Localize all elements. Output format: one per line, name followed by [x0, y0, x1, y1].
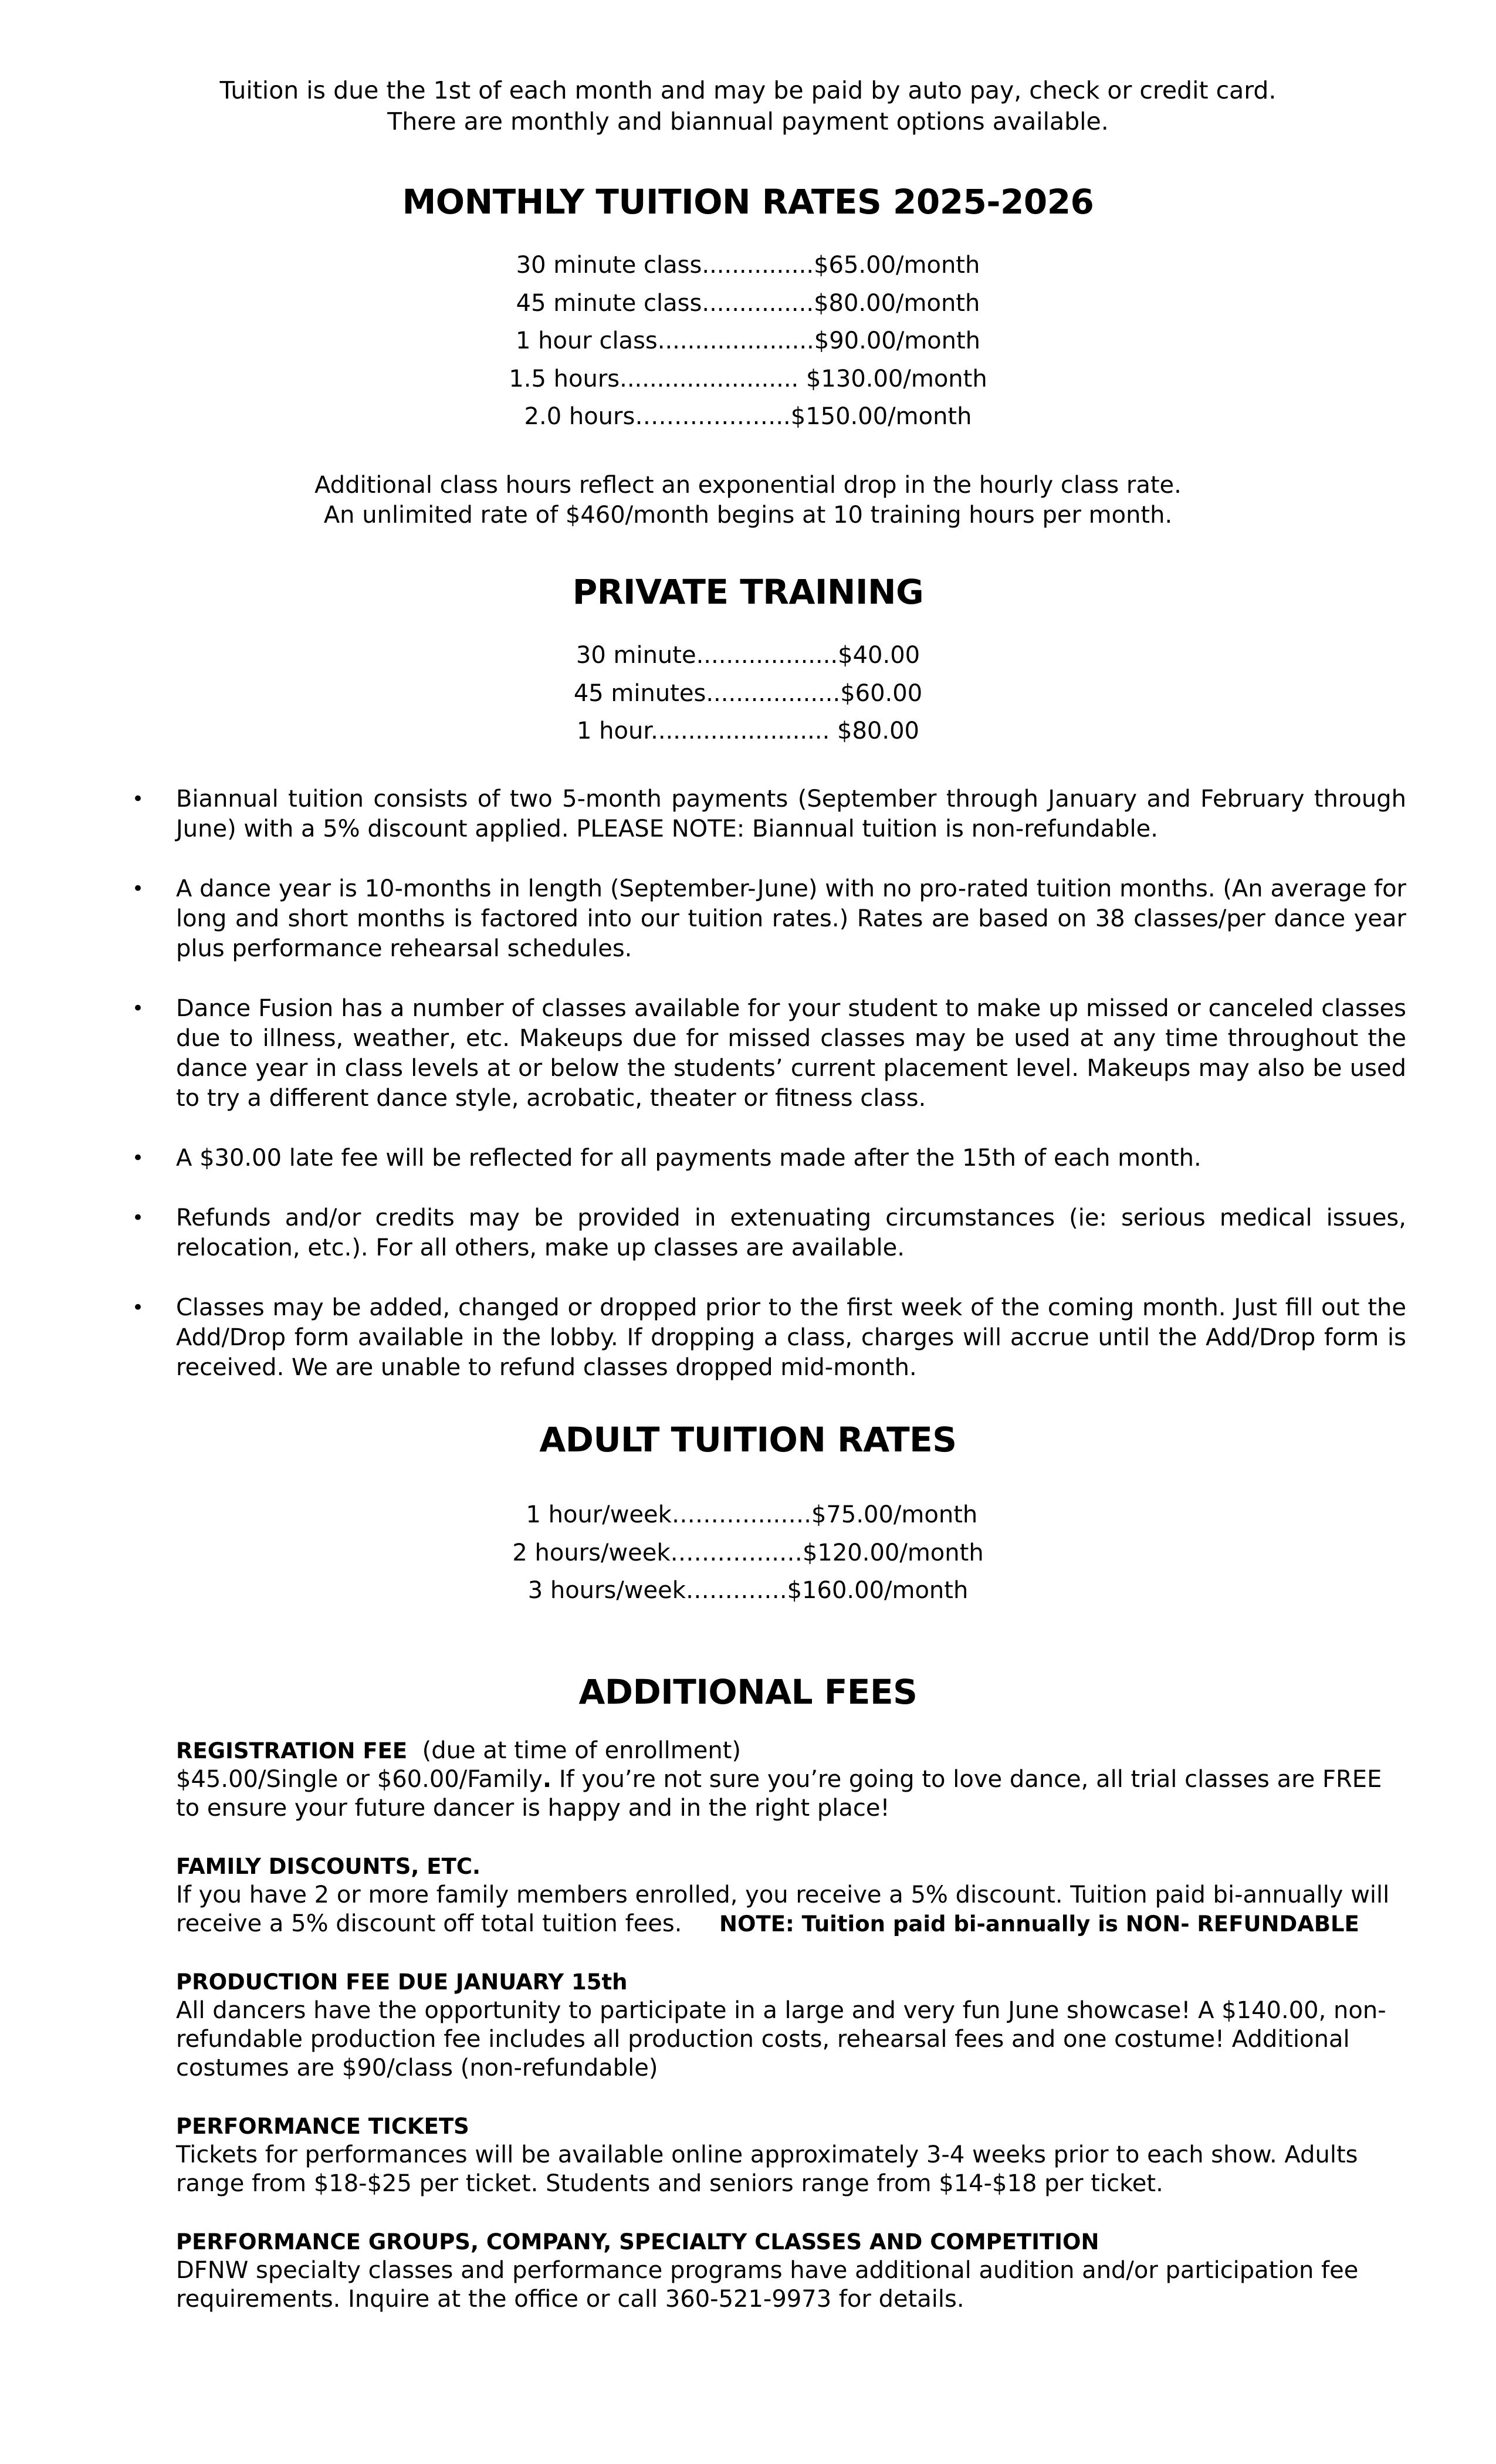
performance-tickets-title: PERFORMANCE TICKETS	[176, 2114, 469, 2139]
additional-fees-heading: ADDITIONAL FEES	[578, 1672, 918, 1712]
private-rate-row: 45 minutes..................$60.00	[573, 679, 923, 707]
note-line-2: An unlimited rate of $460/month begins at 10 training hours per month.	[323, 502, 1173, 529]
bullet-text: Biannual tuition consists of two 5-month payments (September through January and February through June) with a 5% discount applied. PLEASE NOTE: Biannual tuition is non-refundable.	[176, 786, 1406, 842]
bullet-text: A $30.00 late fee will be reflected for all payments made after the 15th of each month.	[176, 1145, 1201, 1172]
family-discounts-note: NOTE: Tuition paid bi-annually is NON- REFUNDABLE	[719, 1911, 1359, 1937]
bullet-dot: •	[132, 787, 144, 811]
adult-rate-row: 3 hours/week………….$160.00/month	[527, 1577, 969, 1604]
production-fee-text: All dancers have the opportunity to participate in a large and very fun June showcase! A $140.00, non-refundable production fee includes all production costs, rehearsal fees and one costume! Additional costumes are $90/class (non-refundable)	[176, 1997, 1386, 2081]
bullet-dot: •	[132, 1206, 144, 1230]
monthly-rate-row: 1.5 hours........................ $130.00/month	[509, 365, 987, 392]
policy-bullet	[132, 1143, 1406, 1173]
bullet-dot: •	[132, 997, 144, 1020]
performance-tickets-text: Tickets for performances will be available online approximately 3-4 weeks prior to each show. Adults range from $18-$25 per ticket. Students and seniors range from $14-$18 per ticket.	[176, 2141, 1358, 2197]
performance-groups-title: PERFORMANCE GROUPS, COMPANY, SPECIALTY CLASSES AND COMPETITION	[176, 2229, 1099, 2255]
production-fee	[176, 1968, 1408, 2083]
adult-rate-row: 1 hour/week…………..….$75.00/month	[518, 1501, 978, 1528]
policy-bullet	[132, 994, 1406, 1113]
policy-bullet	[132, 1293, 1406, 1383]
adult-rates-list	[0, 1496, 1496, 1610]
private-rate-row: 30 minute...................$40.00	[576, 642, 920, 669]
family-discounts-title: FAMILY DISCOUNTS, ETC.	[176, 1854, 481, 1879]
performance-tickets	[176, 2112, 1408, 2198]
bullet-dot: •	[132, 1296, 144, 1319]
registration-fee-subtitle: (due at time of enrollment)	[422, 1737, 742, 1764]
policy-bullet	[132, 874, 1406, 964]
intro-line-1: Tuition is due the 1st of each month and may be paid by auto pay, check or credit card.	[219, 76, 1277, 104]
bullet-dot: •	[132, 1146, 144, 1170]
performance-groups-text: DFNW specialty classes and performance programs have additional audition and/or participation fee requirements. Inquire at the office or call 360-521-9973 for details.	[176, 2257, 1359, 2313]
monthly-rate-row: 30 minute class...............$65.00/month	[516, 252, 980, 279]
bullet-text: Dance Fusion has a number of classes available for your student to make up missed or canceled classes due to illness, weather, etc. Makeups due for missed classes may be used at any time throughout the dance year in class levels at or below the students’ current placement level. Makeups may also be used to try a different dance style, acrobatic, theater or fitness class.	[176, 995, 1406, 1112]
registration-fee-amount: $45.00/Single or $60.00/Family	[176, 1766, 543, 1793]
bullet-dot: •	[132, 877, 144, 901]
intro-line-2: There are monthly and biannual payment options available.	[387, 107, 1109, 136]
family-discounts	[176, 1852, 1408, 1938]
private-rate-row: 1 hour........................ $80.00	[577, 717, 919, 744]
registration-fee-text: If you’re not sure you’re going to love dance, all trial classes are FREE to ensure your future dancer is happy and in the right place!	[176, 1766, 1382, 1822]
registration-fee	[176, 1737, 1408, 1823]
monthly-rates-note	[117, 471, 1379, 530]
bullet-text: A dance year is 10-months in length (September-June) with no pro-rated tuition months. (An average for long and short months is factored into our tuition rates.) Rates are based on 38 classes/per dance year plus performance rehearsal schedules.	[176, 875, 1406, 962]
policy-bullets	[0, 784, 1496, 1413]
bullet-text: Refunds and/or credits may be provided in extenuating circumstances (ie: serious medical issues, relocation, etc.). For all others, make up classes are available.	[176, 1204, 1406, 1261]
monthly-rates-list	[0, 246, 1496, 436]
family-discounts-text: If you have 2 or more family members enrolled, you receive a 5% discount. Tuition paid bi-annually will receive a 5% discount off total tuition fees.	[176, 1881, 1390, 1937]
private-training-heading: PRIVATE TRAINING	[572, 572, 924, 612]
private-rates-list	[0, 637, 1496, 750]
adult-rates-heading: ADULT TUITION RATES	[539, 1420, 957, 1460]
policy-bullet	[132, 784, 1406, 844]
monthly-rate-row: 1 hour class.....................$90.00/month	[515, 327, 981, 354]
monthly-rate-row: 45 minute class...............$80.00/month	[516, 289, 980, 317]
policy-bullet	[132, 1203, 1406, 1263]
note-line-1: Additional class hours reflect an exponential drop in the hourly class rate.	[314, 472, 1182, 499]
performance-groups	[176, 2228, 1408, 2314]
production-fee-title: PRODUCTION FEE DUE JANUARY 15th	[176, 1969, 628, 1995]
monthly-rate-row: 2.0 hours………………..$150.00/month	[524, 403, 972, 430]
registration-fee-title: REGISTRATION FEE	[176, 1738, 408, 1764]
additional-fees-section	[176, 1737, 1408, 2343]
registration-fee-period: .	[542, 1766, 552, 1793]
bullet-text: Classes may be added, changed or dropped prior to the first week of the coming month. Just fill out the Add/Drop form available in the lobby. If dropping a class, charges will accrue until the Add/Drop form is received. We are unable to refund classes dropped mid-month.	[176, 1294, 1406, 1381]
adult-rate-row: 2 hours/week…………..…$120.00/month	[512, 1539, 984, 1566]
monthly-rates-heading: MONTHLY TUITION RATES 2025-2026	[402, 182, 1094, 222]
intro-paragraph	[117, 75, 1379, 137]
